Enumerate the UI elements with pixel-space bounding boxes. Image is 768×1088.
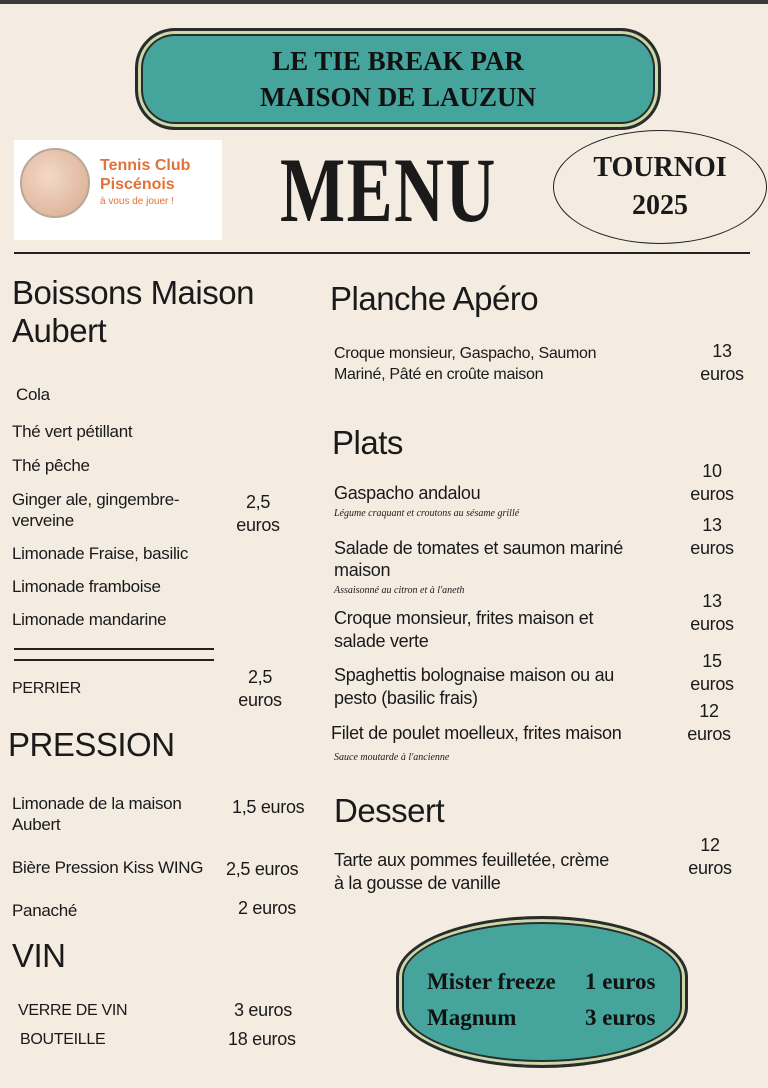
pression-price: 1,5 euros bbox=[232, 797, 305, 817]
section-title-planche: Planche Apéro bbox=[330, 280, 539, 317]
plat-item: Gaspacho andalou bbox=[334, 483, 481, 503]
vin-item: VERRE DE VIN bbox=[18, 1002, 128, 1019]
plat-description: Sauce moutarde à l'ancienne bbox=[334, 752, 450, 763]
item-line-1: Croque monsieur, frites maison et bbox=[334, 608, 594, 628]
boissons-title-line-2: Aubert bbox=[12, 312, 107, 349]
pression-item: Bière Pression Kiss WING bbox=[12, 858, 204, 877]
divider bbox=[14, 648, 214, 650]
price-unit: euros bbox=[690, 674, 734, 694]
plat-item bbox=[334, 537, 623, 581]
planche-price bbox=[690, 340, 754, 386]
plat-price bbox=[677, 700, 741, 746]
top-border bbox=[0, 0, 768, 4]
divider bbox=[14, 659, 214, 661]
page-title: MENU bbox=[280, 139, 497, 241]
item-line-1: Salade de tomates et saumon mariné bbox=[334, 538, 623, 558]
restaurant-banner bbox=[135, 28, 661, 130]
dessert-price bbox=[678, 834, 742, 880]
price-unit: euros bbox=[238, 690, 282, 710]
item-name-line-2: Aubert bbox=[12, 815, 61, 834]
logo-name-line-2: Piscénois bbox=[100, 176, 175, 193]
plat-description: Légume craquant et croutons au sésame grillé bbox=[334, 508, 520, 519]
item-line-2: salade verte bbox=[334, 631, 429, 651]
price-amount: 10 bbox=[702, 461, 722, 481]
header-divider bbox=[14, 252, 750, 254]
drink-item: Thé pêche bbox=[12, 456, 90, 475]
section-title-plats: Plats bbox=[332, 424, 403, 461]
tennis-ball-icon bbox=[20, 148, 90, 218]
pression-price: 2 euros bbox=[238, 898, 296, 918]
price-unit: euros bbox=[690, 484, 734, 504]
price-unit: euros bbox=[688, 858, 732, 878]
desc-line-1: Croque monsieur, Gaspacho, Saumon bbox=[334, 345, 597, 362]
item-line-1: Spaghettis bolognaise maison ou au bbox=[334, 665, 615, 685]
item-line-1: Tarte aux pommes feuilletée, crème bbox=[334, 850, 609, 870]
price-amount: 13 bbox=[702, 515, 722, 535]
ice-item-price: 1 euros bbox=[585, 969, 656, 994]
price-amount: 12 bbox=[699, 701, 719, 721]
drink-item: Cola bbox=[16, 385, 50, 404]
event-badge bbox=[553, 130, 767, 244]
price-unit: euros bbox=[687, 724, 731, 744]
price-amount: 13 bbox=[712, 341, 732, 361]
logo-tagline: à vous de jouer ! bbox=[100, 196, 174, 207]
section-title-dessert: Dessert bbox=[334, 792, 445, 829]
section-title-vin: VIN bbox=[12, 937, 66, 974]
pression-item bbox=[12, 793, 181, 835]
ice-item-name: Magnum bbox=[427, 1005, 517, 1030]
vin-price: 18 euros bbox=[228, 1029, 296, 1049]
drink-item: Limonade framboise bbox=[12, 577, 161, 596]
tennis-club-logo bbox=[14, 140, 222, 240]
ice-item-price: 3 euros bbox=[585, 1005, 656, 1030]
pression-price: 2,5 euros bbox=[226, 859, 299, 879]
logo-name bbox=[100, 156, 190, 194]
plat-item bbox=[334, 664, 614, 710]
ice-cream-panel bbox=[396, 916, 688, 1068]
event-line-1: TOURNOI bbox=[593, 152, 727, 183]
perrier-price bbox=[228, 666, 292, 712]
price-amount: 2,5 bbox=[247, 667, 273, 687]
item-line-2: à la gousse de vanille bbox=[334, 873, 501, 893]
banner-line-1: LE TIE BREAK PAR bbox=[272, 46, 524, 76]
drink-item: verveine bbox=[12, 511, 74, 530]
planche-description bbox=[334, 343, 596, 385]
price-unit: euros bbox=[690, 614, 734, 634]
item-line-2: maison bbox=[334, 560, 391, 580]
plat-price bbox=[680, 514, 744, 560]
item-line-2: pesto (basilic frais) bbox=[334, 688, 478, 708]
price-unit: euros bbox=[236, 515, 280, 535]
pression-item: Panaché bbox=[12, 901, 78, 920]
plat-price bbox=[680, 650, 744, 696]
plat-description: Assaisonné au citron et à l'aneth bbox=[334, 585, 465, 596]
price-amount: 13 bbox=[702, 591, 722, 611]
price-unit: euros bbox=[690, 538, 734, 558]
drink-item: Thé vert pétillant bbox=[12, 422, 133, 441]
boissons-price bbox=[228, 491, 288, 537]
logo-name-line-1: Tennis Club bbox=[100, 157, 191, 174]
price-amount: 12 bbox=[700, 835, 720, 855]
price-amount: 2,5 bbox=[245, 492, 271, 512]
perrier-label: PERRIER bbox=[12, 680, 82, 697]
vin-item: BOUTEILLE bbox=[20, 1031, 106, 1048]
plat-item bbox=[334, 607, 593, 653]
drink-item: Limonade Fraise, basilic bbox=[12, 544, 189, 563]
drink-item: Ginger ale, gingembre- bbox=[12, 490, 180, 509]
price-amount: 15 bbox=[702, 651, 722, 671]
section-title-pression: PRESSION bbox=[8, 726, 175, 763]
desc-line-2: Mariné, Pâté en croûte maison bbox=[334, 366, 544, 383]
plat-price bbox=[680, 460, 744, 506]
dessert-item bbox=[334, 849, 609, 895]
drink-item: Limonade mandarine bbox=[12, 610, 167, 629]
plat-item: Filet de poulet moelleux, frites maison bbox=[331, 723, 622, 743]
event-line-2: 2025 bbox=[632, 190, 688, 221]
banner-line-2: MAISON DE LAUZUN bbox=[259, 82, 537, 112]
item-name-line-1: Limonade de la maison bbox=[12, 794, 182, 813]
section-title-boissons bbox=[12, 274, 254, 350]
ice-item-name: Mister freeze bbox=[427, 969, 556, 994]
price-unit: euros bbox=[700, 364, 744, 384]
vin-price: 3 euros bbox=[234, 1000, 292, 1020]
plat-price bbox=[680, 590, 744, 636]
boissons-title-line-1: Boissons Maison bbox=[12, 274, 254, 311]
